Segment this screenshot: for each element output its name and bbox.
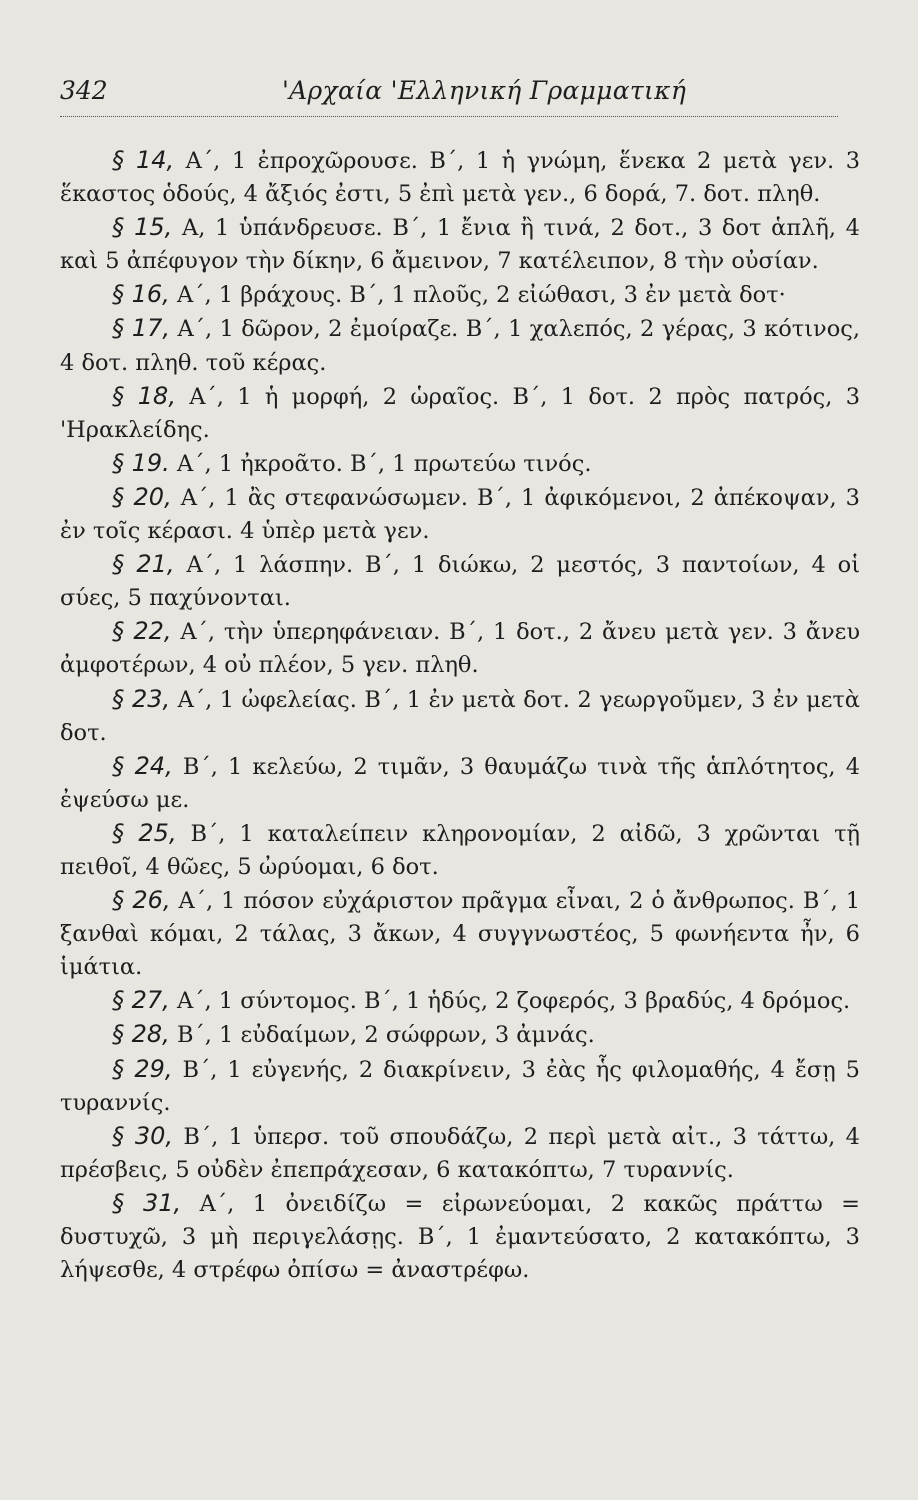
- section-paragraph: [60, 380, 860, 447]
- section-number: § 29,: [112, 1054, 173, 1083]
- section-text: Α΄, 1 ἐπροχῶρουσε. Β΄, 1 ἡ γνώμη, ἕνεκα 2 μετὰ γεν. 3 ἕκαστος ὁδούς, 4 ἄξιός ἐστι, 5 ἐπὶ μετὰ γεν., 6 δορά, 7. δοτ. πληθ.: [60, 148, 861, 208]
- section-text: Α΄, 1 δῶρον, 2 ἐμοίραζε. Β΄, 1 χαλεπός, 2 γέρας, 3 κότινος, 4 δοτ. πληθ. τοῦ κέρας.: [60, 316, 860, 376]
- section-number: § 20,: [112, 482, 172, 511]
- section-text: Α΄, 1 σύντομος. Β΄, 1 ἡδύς, 2 ζοφερός, 3 βραδύς, 4 δρόμος.: [176, 988, 851, 1015]
- section-text: Α΄, 1 λάσπην. Β΄, 1 διώκω, 2 μεστός, 3 παντοίων, 4 οἱ σύες, 5 παχύνονται.: [60, 552, 861, 612]
- section-paragraph: [60, 1053, 860, 1120]
- section-number: § 30,: [112, 1121, 173, 1150]
- section-number: § 31,: [112, 1188, 182, 1217]
- section-paragraph: [60, 548, 860, 615]
- section-text: Α, 1 ὑπάνδρευσε. Β΄, 1 ἔνια ἢ τινά, 2 δοτ., 3 δοτ ἁπλῆ, 4 καὶ 5 ἀπέφυγον τὴν δίκην, 6 ἄμεινον, 7 κατέλειπον, 8 τὴν οὐσίαν.: [60, 215, 860, 275]
- section-text: Α΄, 1 ἂς στεφανώσωμεν. Β΄, 1 ἀφικόμενοι, 2 ἀπέκοψαν, 3 ἐν τοῖς κέρασι. 4 ὑπὲρ μετὰ γεν.: [60, 484, 860, 545]
- section-number: § 21,: [112, 550, 175, 579]
- section-paragraph: [60, 884, 860, 984]
- section-paragraph: [60, 447, 860, 481]
- section-text: Β΄, 1 καταλείπειν κληρονομίαν, 2 αἰδῶ, 3 χρῶνται τῇ πειθοῖ, 4 θῶες, 5 ὠρύομαι, 6 δοτ.: [60, 820, 861, 880]
- section-number: § 16,: [112, 280, 170, 309]
- section-text: Α΄, τὴν ὑπερηφάνειαν. Β΄, 1 δοτ., 2 ἄνευ μετὰ γεν. 3 ἄνευ ἀμφοτέρων, 4 οὐ πλέον, 5 γεν. πληθ.: [60, 619, 861, 679]
- section-paragraph: [60, 615, 860, 682]
- section-number: § 23,: [112, 684, 171, 713]
- section-paragraph: [60, 683, 860, 750]
- section-number: § 27,: [112, 986, 170, 1015]
- section-paragraph: [60, 750, 860, 817]
- section-paragraph: [60, 144, 860, 211]
- section-number: § 24,: [112, 751, 173, 780]
- section-text: Β΄, 1 ὑπερσ. τοῦ σπουδάζω, 2 περὶ μετὰ αἰτ., 3 τάττω, 4 πρέσβεις, 5 οὐδὲν ἐπεπράχεσαν, 6 κατακόπτω, 7 τυραννίς.: [60, 1123, 860, 1183]
- section-paragraph: [60, 1187, 860, 1287]
- page-number: 342: [60, 76, 108, 105]
- page-header: [60, 72, 838, 117]
- section-paragraph: [60, 312, 860, 379]
- section-paragraph: [60, 817, 860, 884]
- section-text: Α΄, 1 πόσον εὐχάριστον πρᾶγμα εἶναι, 2 ὁ ἄνθρωπος. Β΄, 1 ξανθαὶ κόμαι, 2 τάλας, 3 ἄκων, 4 συγγνωστέος, 5 φωνήεντα ἦν, 6 ἱμάτια.: [60, 888, 861, 981]
- section-paragraph: [60, 278, 860, 312]
- section-text: Α΄, 1 ὠφελείας. Β΄, 1 ἐν μετὰ δοτ. 2 γεωργοῦμεν, 3 ἐν μετὰ δοτ.: [60, 686, 860, 746]
- section-paragraph: [60, 1120, 860, 1187]
- section-number: § 15,: [112, 213, 173, 242]
- section-text: Β΄, 1 εὐγενής, 2 διακρίνειν, 3 ἐὰς ἧς φιλομαθής, 4 ἔσῃ 5 τυραννίς.: [60, 1056, 861, 1116]
- section-number: § 17,: [112, 314, 171, 343]
- section-text: Β΄, 1 κελεύω, 2 τιμᾶν, 3 θαυμάζω τινὰ τῆς ἁπλότητος, 4 ἐψεύσω με.: [60, 753, 861, 813]
- section-number: § 25,: [112, 818, 177, 847]
- section-number: § 22,: [112, 617, 172, 646]
- answer-key-body: [60, 144, 860, 1287]
- section-text: Α΄, 1 ἡ μορφή, 2 ὡραῖος. Β΄, 1 δοτ. 2 πρὸς πατρός, 3 'Ηρακλείδης.: [60, 383, 861, 443]
- section-paragraph: [60, 211, 860, 278]
- section-text: Α΄, 1 ἠκροᾶτο. Β΄, 1 πρωτεύω τινός.: [176, 450, 592, 477]
- section-number: § 19.: [112, 448, 170, 477]
- section-number: § 26,: [112, 886, 171, 915]
- section-number: § 28,: [112, 1020, 170, 1049]
- section-number: § 18,: [112, 381, 176, 410]
- running-title: 'Αρχαία 'Ελληνική Γραμματική: [282, 76, 687, 105]
- section-paragraph: [60, 1018, 860, 1052]
- section-paragraph: [60, 481, 860, 548]
- section-number: § 14,: [112, 146, 175, 174]
- section-text: Α΄, 1 βράχους. Β΄, 1 πλοῦς, 2 εἰώθασι, 3 ἐν μετὰ δοτ·: [176, 282, 786, 309]
- section-text: Α΄, 1 ὀνειδίζω = εἰρωνεύομαι, 2 κακῶς πράττω = δυστυχῶ, 3 μὴ περιγελάσῃς. Β΄, 1 ἐμαντεύσατο, 2 κατακόπτω, 3 λήψεσθε, 4 στρέφω ὀπίσω = ἀναστρέφω.: [60, 1190, 860, 1284]
- section-paragraph: [60, 984, 860, 1018]
- section-text: Β΄, 1 εὐδαίμων, 2 σώφρων, 3 ἀμνάς.: [176, 1022, 595, 1049]
